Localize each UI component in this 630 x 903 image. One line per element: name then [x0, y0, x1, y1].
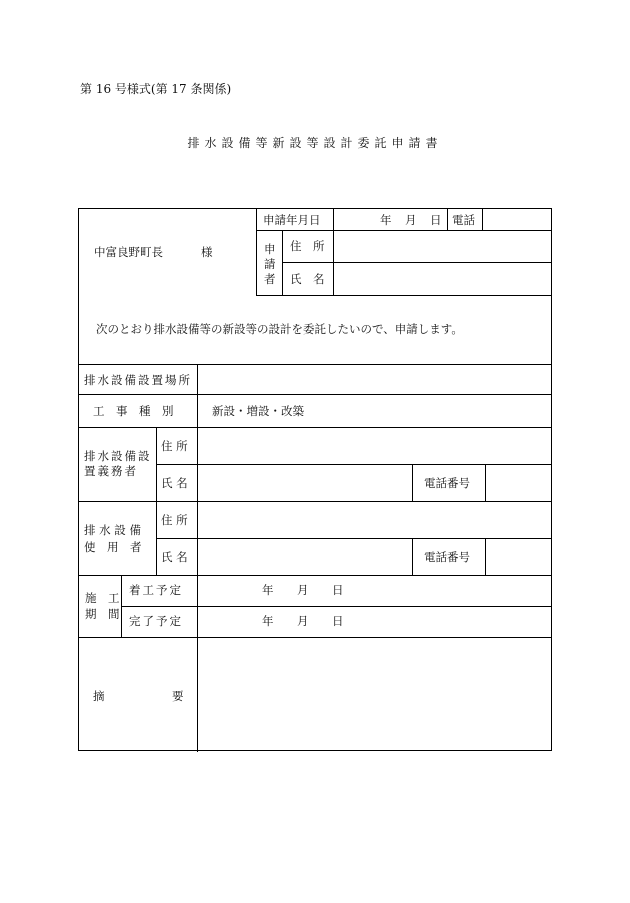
- period-label-line-1: 施 工: [85, 591, 120, 605]
- applicant-label-line-3: 者: [264, 272, 276, 286]
- addressee-name: 中富良野町長: [94, 245, 163, 259]
- obligor-phone-field[interactable]: [486, 465, 551, 501]
- obligor-name-field[interactable]: [198, 465, 411, 501]
- applicant-address-label: 住 所: [290, 239, 325, 253]
- start-date-field[interactable]: [198, 576, 551, 606]
- obligor-address-label: 住 所: [161, 439, 188, 453]
- end-day-label: 日: [332, 614, 344, 628]
- start-year-label: 年: [262, 583, 274, 597]
- user-address-label: 住 所: [161, 513, 188, 527]
- application-date-field[interactable]: [334, 210, 446, 230]
- applicant-name-label: 氏 名: [290, 272, 325, 286]
- period-label-line-2: 期 間: [85, 607, 120, 621]
- application-form-table: [78, 208, 552, 751]
- end-date-field[interactable]: [198, 607, 551, 637]
- obligor-label-line-2: 置義務者: [84, 464, 138, 478]
- installation-location-label: 排水設備設置場所: [84, 373, 192, 387]
- user-label-line-2: 使 用 者: [84, 540, 142, 554]
- date-month-label: 月: [405, 213, 417, 227]
- phone-field[interactable]: [483, 210, 551, 230]
- application-date-label: 申請年月日: [263, 213, 321, 227]
- remarks-label-right: 要: [172, 689, 184, 703]
- addressee-honorific: 様: [201, 245, 213, 259]
- date-day-label: 日: [430, 213, 442, 227]
- end-year-label: 年: [262, 614, 274, 628]
- installation-location-field[interactable]: [198, 365, 551, 394]
- work-type-value[interactable]: 新設・増設・改築: [212, 404, 304, 418]
- user-address-field[interactable]: [198, 502, 551, 538]
- user-label-line-1: 排 水 設 備: [84, 523, 141, 537]
- remarks-label-left: 摘: [93, 689, 105, 703]
- applicant-address-field[interactable]: [334, 231, 551, 262]
- document-title: 排水設備等新設等設計委託申請書: [187, 136, 443, 150]
- obligor-name-label: 氏 名: [161, 476, 188, 490]
- start-day-label: 日: [332, 583, 344, 597]
- start-month-label: 月: [297, 583, 309, 597]
- obligor-label-line-1: 排水設備設: [84, 449, 152, 463]
- obligor-address-field[interactable]: [198, 428, 551, 464]
- date-year-label: 年: [380, 213, 392, 227]
- remarks-field[interactable]: [198, 638, 551, 750]
- applicant-label-line-2: 請: [264, 257, 276, 271]
- applicant-label-line-1: 申: [264, 242, 276, 256]
- end-month-label: 月: [297, 614, 309, 628]
- phone-label: 電話: [452, 213, 475, 227]
- applicant-name-field[interactable]: [334, 263, 551, 295]
- end-plan-label: 完了予定: [129, 614, 183, 628]
- request-statement: 次のとおり排水設備等の新設等の設計を委託したいので、申請します。: [96, 322, 463, 336]
- work-type-label: 工 事 種 別: [93, 404, 174, 418]
- form-number: 第 16 号様式(第 17 条関係): [80, 82, 232, 96]
- obligor-phone-label: 電話番号: [424, 476, 470, 490]
- user-name-label: 氏 名: [161, 550, 188, 564]
- user-phone-field[interactable]: [486, 539, 551, 575]
- user-phone-label: 電話番号: [424, 550, 470, 564]
- user-name-field[interactable]: [198, 539, 411, 575]
- start-plan-label: 着工予定: [129, 583, 183, 597]
